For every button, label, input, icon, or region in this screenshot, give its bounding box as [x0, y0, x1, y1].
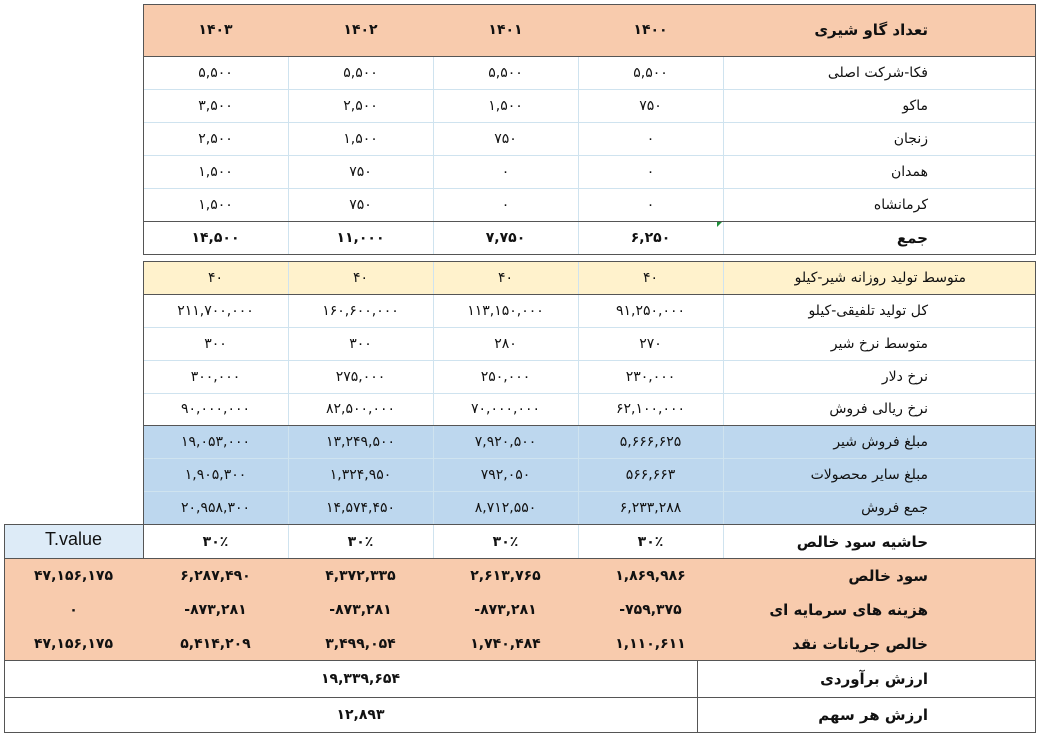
table-cell: ۴۰: [497, 269, 514, 286]
row-label: مبلغ سایر محصولات: [810, 466, 928, 483]
table-cell: ۲۷۰: [639, 335, 662, 352]
table-cell: ۷,۹۲۰,۵۰۰: [474, 433, 537, 450]
table-cell: ۱,۳۲۴,۹۵۰: [329, 466, 392, 483]
table-cell: -۸۷۳,۲۸۱: [474, 602, 537, 618]
table-cell: ۱۳,۲۴۹,۵۰۰: [325, 433, 396, 450]
total-cell: ۷,۷۵۰: [485, 229, 526, 246]
table-cell: ۸,۷۱۲,۵۵۰: [474, 499, 537, 516]
table-cell: ۰: [646, 130, 655, 147]
row-label: سود خالص: [848, 567, 928, 585]
row-label: نرخ ریالی فروش: [829, 401, 928, 417]
row-label: همدان: [891, 163, 928, 180]
table-cell: ۲۳۰,۰۰۰: [625, 368, 676, 385]
year-1403: ۱۴۰۳: [198, 22, 233, 38]
table-cell: ۲,۵۰۰: [198, 130, 233, 147]
table-cell: ۰: [646, 163, 655, 180]
table-cell: ۰: [501, 163, 510, 180]
table-cell: ۴۰: [207, 269, 224, 286]
table-cell: ۰: [646, 196, 655, 213]
table-cell: ۳۰۰,۰۰۰: [190, 368, 241, 385]
table-cell: ۹۱,۲۵۰,۰۰۰: [615, 302, 686, 319]
table-cell: ۲,۵۰۰: [343, 97, 378, 114]
milk-avg-label: متوسط تولید روزانه شیر-کیلو: [794, 269, 966, 286]
margin-label: حاشیه سود خالص: [796, 532, 928, 551]
table-cell: -۷۵۹,۳۷۵: [619, 602, 682, 618]
table-cell: ۲۸۰: [494, 335, 517, 352]
table-cell: ۳۰٪: [202, 533, 229, 550]
total-cell: ۶,۲۵۰: [630, 229, 671, 246]
table-cell: ۱,۱۱۰,۶۱۱: [615, 635, 686, 652]
table-cell: ۱,۵۰۰: [198, 163, 233, 180]
table-cell: ۳۰٪: [637, 533, 664, 550]
total-label: جمع: [896, 228, 928, 247]
year-1402: ۱۴۰۲: [343, 22, 378, 38]
valuation-value: ۱۹,۳۳۹,۶۵۴: [321, 671, 400, 687]
table-cell: ۵,۵۰۰: [488, 64, 523, 81]
share-value: ۱۲,۸۹۳: [336, 707, 385, 723]
table-cell: -۸۷۳,۲۸۱: [329, 602, 392, 618]
table-cell: ۱,۸۶۹,۹۸۶: [615, 568, 686, 584]
tvalue-header: T.value: [44, 528, 103, 549]
table-cell: ۱۴,۵۷۴,۴۵۰: [325, 499, 396, 516]
table-cell: ۵,۴۱۴,۲۰۹: [180, 635, 251, 652]
table-cell: ۳۰٪: [492, 533, 519, 550]
table-cell: ۲۷۵,۰۰۰: [335, 368, 386, 385]
table-cell: -۸۷۳,۲۸۱: [184, 602, 247, 618]
table-cell: ۳۰۰: [349, 335, 372, 352]
row-label: خالص جریانات نقد: [792, 634, 928, 653]
table-cell: ۵۶۶,۶۶۳: [625, 466, 676, 483]
row-label: کرمانشاه: [873, 196, 928, 213]
table-cell: ۳,۴۹۹,۰۵۴: [325, 635, 396, 652]
table-cell: ۵,۵۰۰: [198, 64, 233, 81]
year-1401: ۱۴۰۱: [488, 22, 523, 38]
table-cell: ۱,۹۰۵,۳۰۰: [184, 466, 247, 483]
table-cell: ۱۶۰,۶۰۰,۰۰۰: [322, 302, 399, 319]
table-cell: ۶۲,۱۰۰,۰۰۰: [615, 401, 686, 417]
table-cell: ۲,۶۱۳,۷۶۵: [470, 568, 541, 584]
table-cell: ۷۵۰: [639, 97, 662, 114]
table-cell: ۱۱۳,۱۵۰,۰۰۰: [467, 302, 544, 319]
table-cell: ۳,۵۰۰: [198, 97, 233, 114]
row-label: هزینه های سرمایه ای: [769, 601, 928, 619]
table-cell: ۸۲,۵۰۰,۰۰۰: [325, 401, 396, 417]
table-cell: ۴۰: [352, 269, 369, 286]
row-label: زنجان: [893, 130, 928, 147]
row-label: متوسط نرخ شیر: [830, 335, 928, 352]
table-cell: ۱,۵۰۰: [343, 130, 378, 147]
total-cell: ۱۱,۰۰۰: [336, 229, 385, 246]
row-label: فکا-شرکت اصلی: [827, 64, 928, 81]
table-cell: ۷۰,۰۰۰,۰۰۰: [470, 401, 541, 417]
total-cell: ۱۴,۵۰۰: [191, 229, 240, 246]
tvalue-cell: ۴۷,۱۵۶,۱۷۵: [34, 568, 113, 584]
table-cell: ۷۵۰: [349, 163, 372, 180]
table-cell: ۰: [501, 196, 510, 213]
table-cell: ۷۵۰: [494, 130, 517, 147]
table-cell: ۲۰,۹۵۸,۳۰۰: [180, 499, 251, 516]
table-cell: ۱,۵۰۰: [198, 196, 233, 213]
table-cell: ۵,۵۰۰: [633, 64, 668, 81]
row-label: کل تولید تلفیقی-کیلو: [808, 302, 928, 319]
table-cell: ۱۹,۰۵۳,۰۰۰: [180, 433, 251, 450]
row-label: نرخ دلار: [881, 368, 928, 385]
year-1400: ۱۴۰۰: [633, 22, 668, 38]
table-cell: ۳۰٪: [347, 533, 374, 550]
table-cell: ۱,۷۴۰,۴۸۴: [470, 635, 541, 652]
table-cell: ۲۱۱,۷۰۰,۰۰۰: [177, 302, 254, 319]
table-cell: ۶,۲۳۳,۲۸۸: [619, 499, 682, 516]
table-cell: ۵,۵۰۰: [343, 64, 378, 81]
valuation-label: ارزش برآوردی: [820, 670, 928, 688]
table-cell: ۳۰۰: [204, 335, 227, 352]
row-label: جمع فروش: [861, 499, 928, 516]
table-cell: ۶,۲۸۷,۴۹۰: [180, 568, 251, 584]
row-label: مبلغ فروش شیر: [833, 433, 928, 450]
table-cell: ۴۰: [642, 269, 659, 286]
table-cell: ۱,۵۰۰: [488, 97, 523, 114]
row-label: ماکو: [902, 97, 928, 114]
table-cell: ۴,۳۷۲,۳۳۵: [325, 568, 396, 584]
table-cell: ۲۵۰,۰۰۰: [480, 368, 531, 385]
tvalue-cell: ۴۷,۱۵۶,۱۷۵: [34, 635, 113, 652]
header-label: تعداد گاو شیری: [814, 21, 928, 39]
tvalue-cell: ۰: [69, 602, 78, 618]
table-cell: ۹۰,۰۰۰,۰۰۰: [180, 401, 251, 417]
table-cell: ۷۵۰: [349, 196, 372, 213]
table-cell: ۷۹۲,۰۵۰: [480, 466, 531, 483]
share-value-label: ارزش هر سهم: [818, 706, 928, 724]
table-cell: ۵,۶۶۶,۶۲۵: [619, 433, 682, 450]
